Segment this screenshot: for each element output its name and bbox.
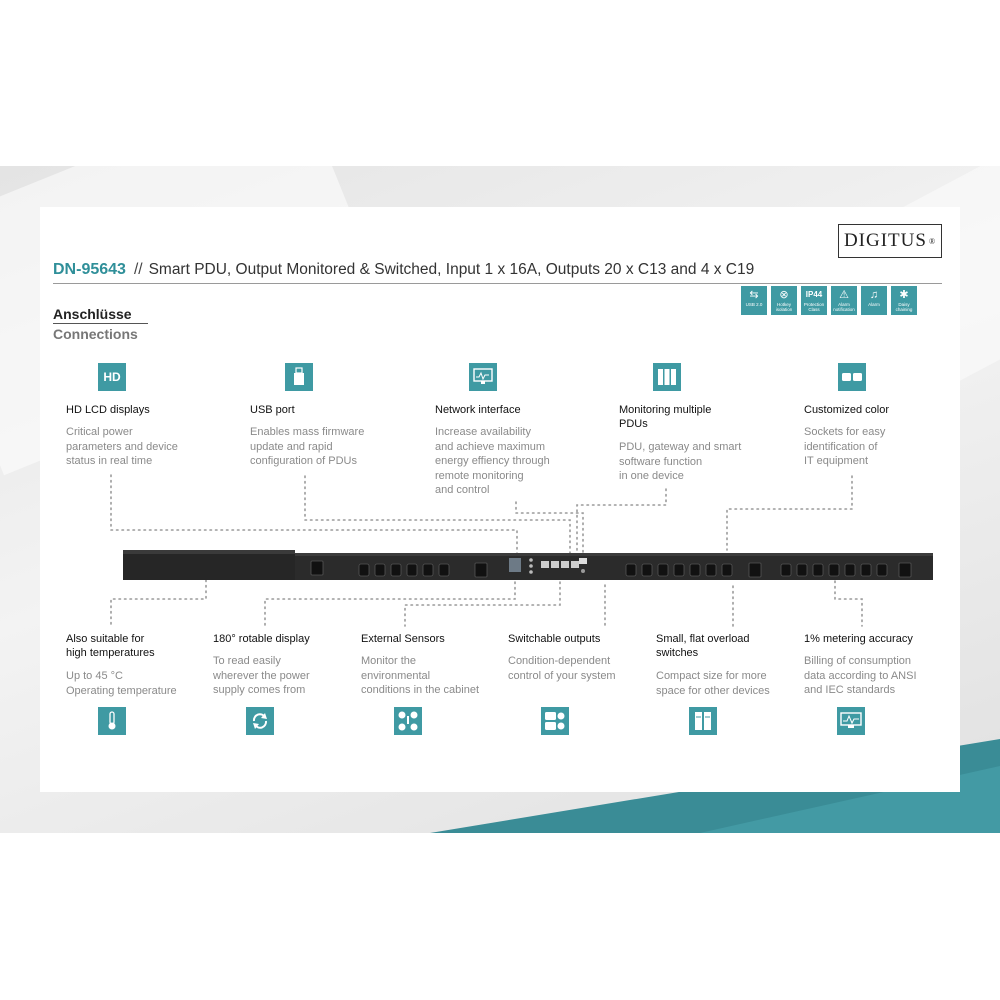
feature-desc-metering: Billing of consumption data according to ANSI and IEC standards <box>804 655 917 696</box>
feature-title-high-temp: Also suitable for high temperatures <box>66 633 155 659</box>
digitus-logo <box>838 224 942 258</box>
rotate-icon <box>246 707 274 735</box>
feature-title-switchable: Switchable outputs <box>508 633 601 645</box>
alarm-notification-icon: ⚠ Alarm notification <box>831 286 857 315</box>
logo-text: DIGITUS <box>843 230 927 251</box>
feature-title-metering: 1% metering accuracy <box>804 633 913 645</box>
multi-pdu-icon <box>653 363 681 391</box>
feature-title-overload: Small, flat overload switches <box>656 633 750 659</box>
feature-desc-hd-display: Critical power parameters and device status in real time <box>66 426 178 467</box>
feature-desc-sensors: Monitor the environmental conditions in the cabinet <box>361 655 480 696</box>
feature-title-hd-display: HD LCD displays <box>66 404 150 416</box>
usb-icon: ⇆ USB 2.0 <box>741 286 767 315</box>
feature-desc-custom-color: Sockets for easy identification of IT equipment <box>804 426 886 467</box>
section-title-en: Connections <box>53 326 138 342</box>
feature-desc-overload: Compact size for more space for other devices <box>656 670 770 697</box>
feature-title-rotable-display: 180° rotable display <box>213 633 310 645</box>
daisy-chain-icon: ✱ Daisy chaining <box>891 286 917 315</box>
product-title <box>53 261 754 279</box>
ip44-icon: IP44 Protection Class <box>801 286 827 315</box>
thermometer-icon <box>98 707 126 735</box>
feature-title-usb-port: USB port <box>250 404 295 416</box>
feature-desc-usb-port: Enables mass firmware update and rapid configuration of PDUs <box>250 426 365 467</box>
pdu-product-image <box>123 547 933 582</box>
hd-icon: HD <box>98 363 126 391</box>
feature-desc-high-temp: Up to 45 °C Operating temperature <box>66 670 177 697</box>
usb-stick-icon <box>285 363 313 391</box>
feature-title-sensors: External Sensors <box>361 633 445 645</box>
metering-icon <box>837 707 865 735</box>
title-divider <box>53 283 942 284</box>
sensors-icon <box>394 707 422 735</box>
feature-desc-rotable-display: To read easily wherever the power supply comes from <box>213 655 310 696</box>
feature-desc-network: Increase availability and achieve maximum energy effiency through remote monitoring and control <box>435 426 550 496</box>
switch-outlets-icon <box>541 707 569 735</box>
registered-mark: ® <box>928 236 937 246</box>
title-separator: // <box>133 261 143 278</box>
color-sockets-icon <box>838 363 866 391</box>
hot-swap-icon: ⊗ Hotkey isolation <box>771 286 797 315</box>
section-divider <box>53 323 148 324</box>
monitor-icon <box>469 363 497 391</box>
feature-title-custom-color: Customized color <box>804 404 889 416</box>
feature-badges <box>741 286 917 315</box>
alarm-icon: ♫ Alarm <box>861 286 887 315</box>
feature-title-network: Network interface <box>435 404 521 416</box>
product-description: Smart PDU, Output Monitored & Switched, Input 1 x 16A, Outputs 20 x C13 and 4 x C19 <box>148 261 755 278</box>
feature-desc-switchable: Condition-dependent control of your system <box>508 655 616 682</box>
flat-breaker-icon <box>689 707 717 735</box>
feature-title-multi-pdu: Monitoring multiple PDUs <box>619 404 712 430</box>
feature-desc-multi-pdu: PDU, gateway and smart software function in one device <box>619 441 742 482</box>
section-title-de: Anschlüsse <box>53 306 132 322</box>
product-sku: DN-95643 <box>53 261 126 278</box>
